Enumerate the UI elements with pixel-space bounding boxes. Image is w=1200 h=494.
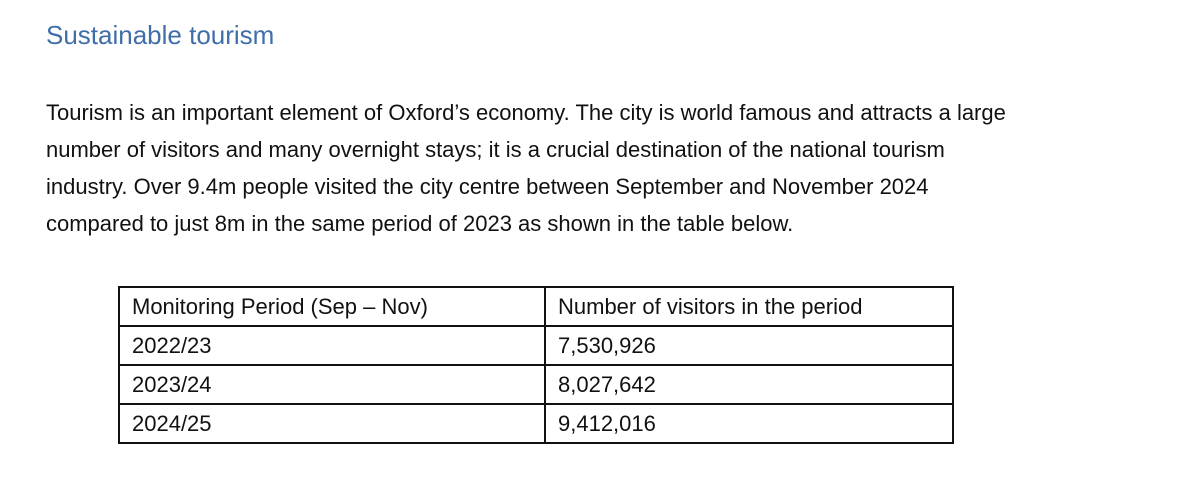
visitors-cell: 8,027,642 bbox=[545, 365, 953, 404]
paragraph-line: Tourism is an important element of Oxford’s economy. The city is world famous and attracts a large bbox=[46, 100, 1006, 125]
table-row bbox=[119, 326, 953, 365]
intro-paragraph bbox=[46, 94, 1166, 242]
header-monitoring-period: Monitoring Period (Sep – Nov) bbox=[119, 287, 545, 326]
visitors-table bbox=[118, 286, 954, 444]
paragraph-line: number of visitors and many overnight stays; it is a crucial destination of the national tourism bbox=[46, 137, 945, 162]
period-cell: 2024/25 bbox=[119, 404, 545, 443]
section-heading: Sustainable tourism bbox=[46, 20, 275, 50]
visitors-cell: 7,530,926 bbox=[545, 326, 953, 365]
visitors-cell: 9,412,016 bbox=[545, 404, 953, 443]
table-row bbox=[119, 404, 953, 443]
period-cell: 2022/23 bbox=[119, 326, 545, 365]
table-header-row bbox=[119, 287, 953, 326]
period-cell: 2023/24 bbox=[119, 365, 545, 404]
paragraph-line: industry. Over 9.4m people visited the city centre between September and November 2024 bbox=[46, 174, 929, 199]
header-number-of-visitors: Number of visitors in the period bbox=[545, 287, 953, 326]
paragraph-line: compared to just 8m in the same period of 2023 as shown in the table below. bbox=[46, 211, 794, 236]
table-row bbox=[119, 365, 953, 404]
